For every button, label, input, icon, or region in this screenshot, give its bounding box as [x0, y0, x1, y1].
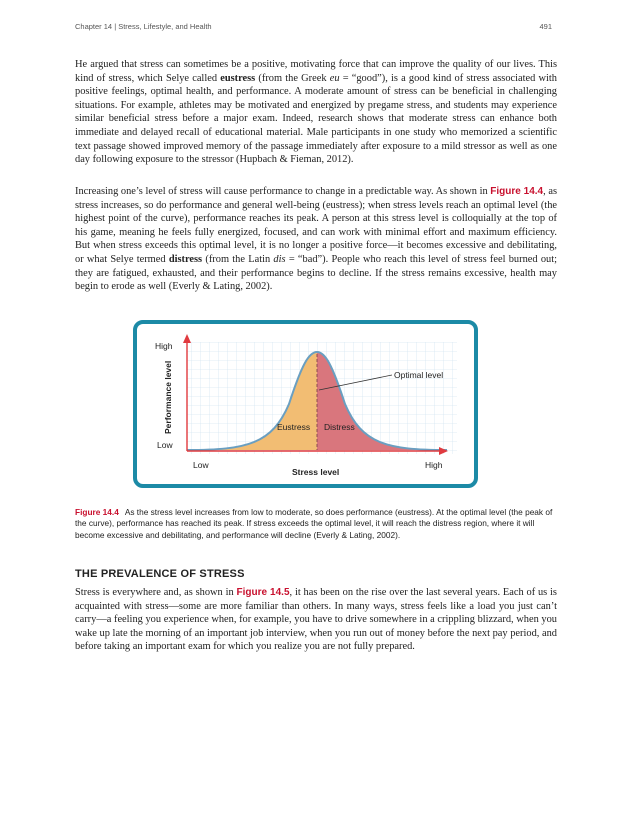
term-eustress: eustress [220, 72, 256, 84]
optimal-level-label: Optimal level [394, 370, 444, 380]
eustress-label: Eustress [277, 422, 311, 432]
y-axis-title: Performance level [163, 360, 173, 434]
text-run: Stress is everywhere and, as shown in [75, 587, 237, 598]
x-axis-title: Stress level [292, 467, 340, 477]
y-low-label: Low [157, 440, 173, 450]
text-run: , as stress increases, so do performance and general well-being (eustress); when stress levels reach an optimal level (the highest point of the curve), performance reaches its peak. A person at this stress level is colloquially at the top of his game, meaning he feels fully energized, focused, and can work with minimal effort and maximum efficiency. But when stress exceeds this optimal level, it is no longer a positive force—it becomes excessive and debilitating, or what Selye termed [75, 186, 557, 265]
distress-label: Distress [324, 422, 355, 432]
caption-label: Figure 14.4 [75, 507, 119, 517]
text-run: = “good”), is a good kind of stress associated with positive feelings, optimal health, and performance. A moderate amount of stress can be beneficial in challenging situations. For example, athletes may be motivated and energized by pregame stress, and students may experience similar beneficial stress before a major exam. Indeed, research shows that moderate stress can enhance both immediate and delayed recall of educational material. Male participants in one study who memorized a scientific text passage showed improved memory of the passage immediately after exposure to a mild stressor as well as one day following exposure to the stressor (Hupbach & Fieman, 2012). [75, 72, 557, 166]
section-heading: THE PREVALENCE OF STRESS [75, 568, 245, 580]
text-run: = “bad”). People who reach this level of stress feel burned out; they are fatigued, exhausted, and their performance begins to decline. If the stress remains excessive, health may begin to erode as well (Everly & Lating, 2002). [75, 253, 557, 293]
figure-14-5-link[interactable]: Figure 14.5 [236, 587, 290, 598]
term-dis: dis [273, 253, 286, 265]
text-run: He argued that stress can sometimes be a positive, motivating force that can improve the quality of our lives. This kind of stress, which Selye called [75, 59, 557, 84]
term-eu: eu [329, 72, 340, 84]
paragraph-distress [75, 185, 557, 294]
x-high-label: High [425, 460, 443, 470]
figure-caption [75, 507, 557, 541]
paragraph-prevalence [75, 586, 557, 654]
text-run: Increasing one’s level of stress will cause performance to change in a predictable way. As shown in [75, 186, 491, 197]
running-header-chapter: Chapter 14 | Stress, Lifestyle, and Health [75, 22, 212, 31]
x-low-label: Low [193, 460, 209, 470]
caption-text: As the stress level increases from low to moderate, so does performance (eustress). At the optimal level (the peak of the curve), performance has reached its peak. If stress exceeds the optimal level, it will reach the distress region, where it will become excessive and debilitating, and performance will decline (Everly & Lating, 2002). [75, 507, 553, 540]
figure-14-4-link[interactable]: Figure 14.4 [490, 186, 544, 197]
text-run: , it has been on the rise over the last several years. Each of us is acquainted with stress—some are more familiar than others. In many ways, stress feels like a load you just can’t carry—a feeling you experience when, for example, you have to drive somewhere in a crippling blizzard, when you wake up late the morning of an important job interview, when you run out of money before the next pay period, and before taking an important exam for which you realize you are not fully prepared. [75, 587, 557, 653]
y-high-label: High [155, 341, 173, 351]
paragraph-eustress [75, 58, 557, 167]
figure-14-4 [133, 320, 478, 488]
text-run: (from the Latin [202, 253, 274, 265]
stress-performance-diagram [137, 324, 474, 484]
term-distress: distress [168, 253, 203, 265]
page-number: 491 [539, 22, 552, 31]
y-axis-arrow-icon [183, 334, 191, 343]
text-run: (from the Greek [255, 72, 330, 84]
